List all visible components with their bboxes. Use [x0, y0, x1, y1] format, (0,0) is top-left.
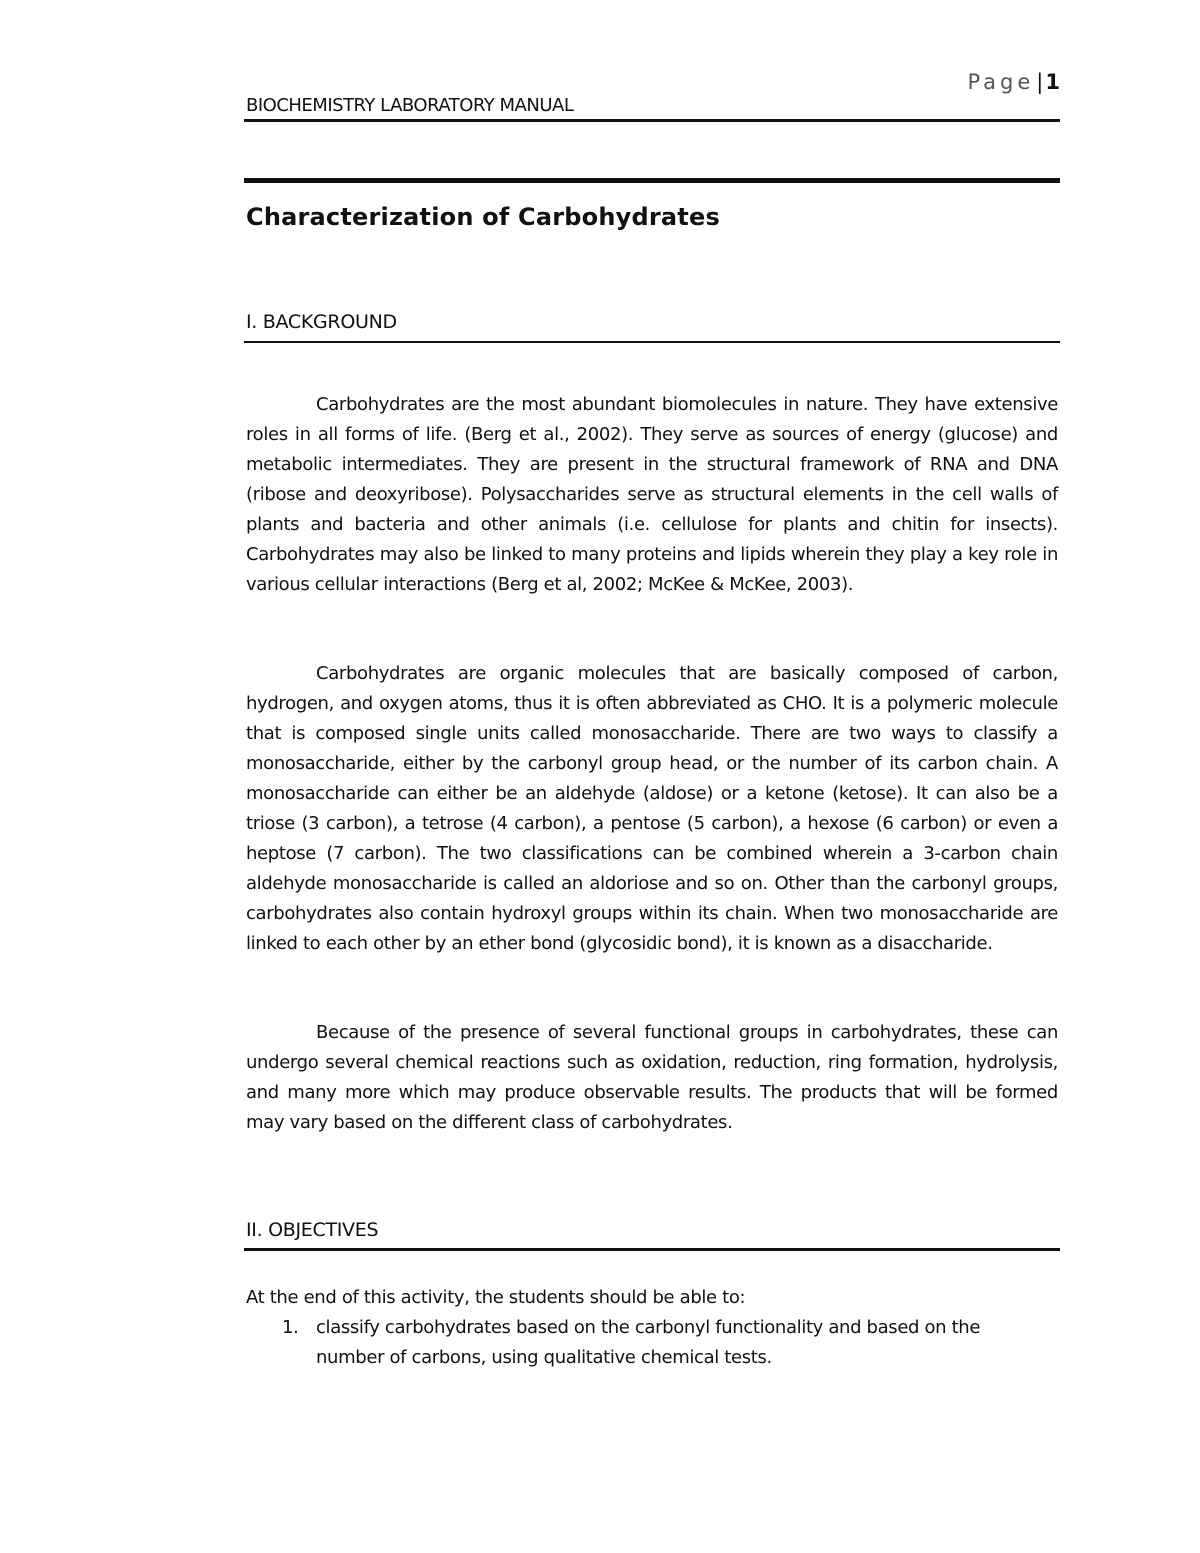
page-number	[967, 70, 1060, 94]
background-paragraph-3: Because of the presence of several functional groups in carbohydrates, these can undergo several chemical reactions such as oxidation, reduction, ring formation, hydrolysis, and many more which may produce observable results. The products that will be formed may vary based on the different class of carbohydrates.	[246, 1022, 1058, 1133]
objectives-intro: At the end of this activity, the students should be able to:	[246, 1287, 746, 1308]
objectives-heading: II. OBJECTIVES	[246, 1219, 379, 1241]
background-heading: I. BACKGROUND	[246, 311, 397, 333]
objective-item	[246, 1313, 1040, 1373]
background-heading-rule	[244, 341, 1060, 343]
document-title: Characterization of Carbohydrates	[246, 203, 720, 231]
objectives-list	[246, 1313, 1058, 1373]
objective-item-text: classify carbohydrates based on the carbonyl functionality and based on the number of carbons, using qualitative chemical tests.	[316, 1317, 981, 1368]
header-rule	[244, 119, 1060, 122]
page-label: Page	[967, 70, 1035, 94]
page-number-value: 1	[1045, 70, 1060, 94]
background-paragraph-1: Carbohydrates are the most abundant biomolecules in nature. They have extensive roles in all forms of life. (Berg et al., 2002). They serve as sources of energy (glucose) and metabolic intermediates. They are present in the structural framework of RNA and DNA (ribose and deoxyribose). Polysaccharides serve as structural elements in the cell walls of plants and bacteria and other animals (i.e. cellulose for plants and chitin for insects). Carbohydrates may also be linked to many proteins and lipids wherein they play a key role in various cellular interactions (Berg et al, 2002; McKee & McKee, 2003).	[246, 394, 1058, 595]
objective-item-marker: 1.	[282, 1317, 299, 1338]
title-top-rule	[244, 178, 1060, 183]
objectives-heading-rule	[244, 1248, 1060, 1251]
background-paragraph-2: Carbohydrates are organic molecules that are basically composed of carbon, hydrogen, and oxygen atoms, thus it is often abbreviated as CHO. It is a polymeric molecule that is composed single units called monosaccharide. There are two ways to classify a monosaccharide, either by the carbonyl group head, or the number of its carbon chain. A monosaccharide can either be an aldehyde (aldose) or a ketone (ketose). It can also be a triose (3 carbon), a tetrose (4 carbon), a pentose (5 carbon), a hexose (6 carbon) or even a heptose (7 carbon). The two classifications can be combined wherein a 3-carbon chain aldehyde monosaccharide is called an aldoriose and so on. Other than the carbonyl groups, carbohydrates also contain hydroxyl groups within its chain. When two monosaccharide are linked to each other by an ether bond (glycosidic bond), it is known as a disaccharide.	[246, 663, 1058, 954]
page-separator: |	[1036, 70, 1044, 94]
running-header-title: BIOCHEMISTRY LABORATORY MANUAL	[246, 95, 574, 116]
